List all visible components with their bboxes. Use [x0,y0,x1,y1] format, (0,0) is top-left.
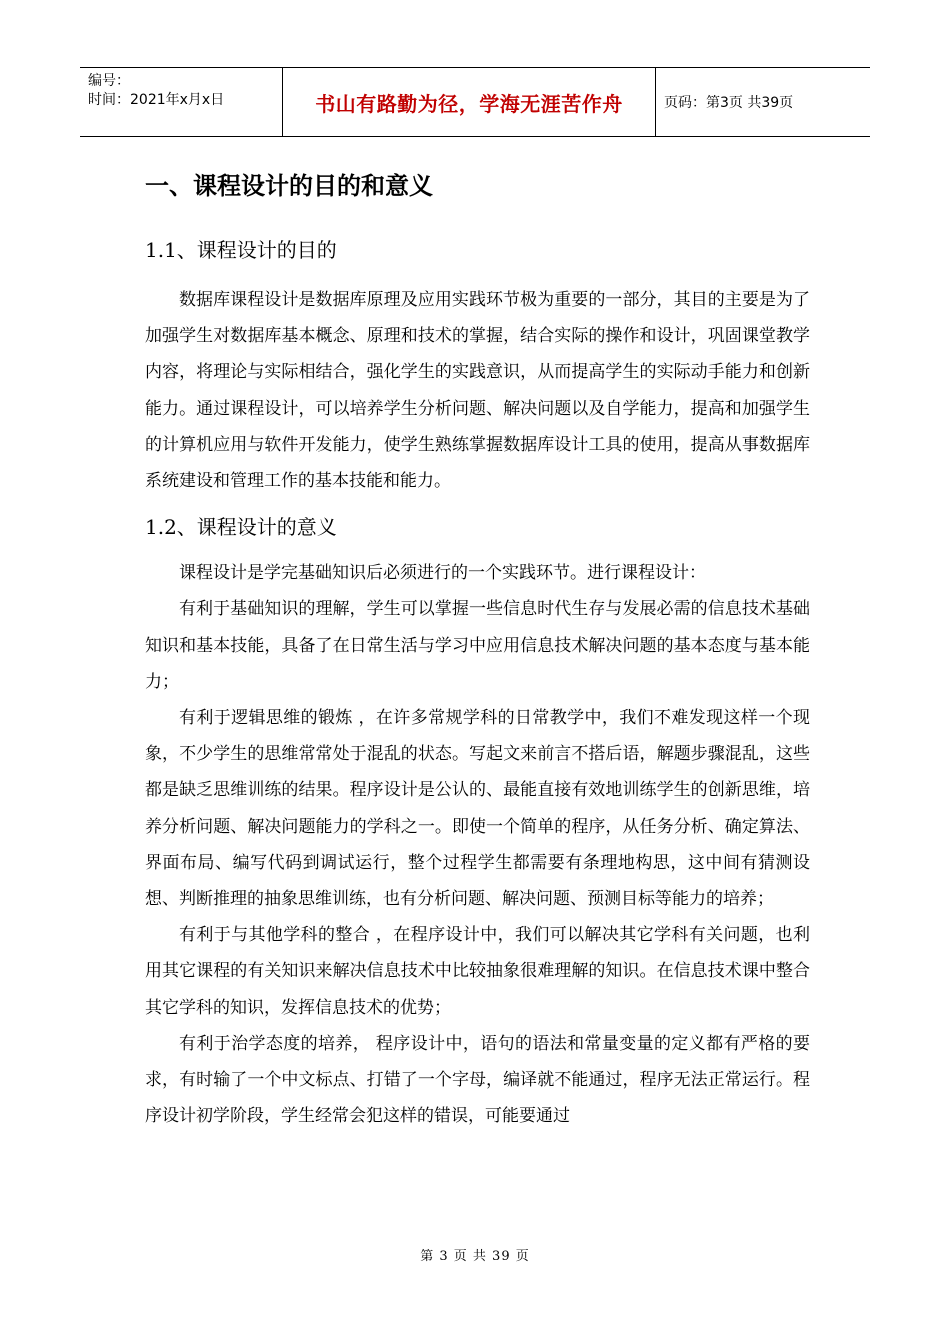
paragraph: 有利于逻辑思维的锻炼 ，在许多常规学科的日常教学中，我们不难发现这样一个现象，不少学生的思维常常处于混乱的状态。写起文来前言不搭后语，解题步骤混乱，这些都是缺乏思维训练的结果。程序设计是公认的、最能直接有效地训练学生的创新思维，培养分析问题、解决问题能力的学科之一。即使一个简单的程序，从任务分析、确定算法、界面布局、编写代码到调试运行，整个过程学生都需要有条理地构思，这中间有猜测设想、判断推理的抽象思维训练，也有分析问题、解决问题、预测目标等能力的培养； [145,708,810,910]
header-motto: 书山有路勤为径，学海无涯苦作舟 [282,68,656,136]
paragraph: 数据库课程设计是数据库原理及应用实践环节极为重要的一部分，其目的主要是为了加强学生对数据库基本概念、原理和技术的掌握，结合实际的操作和设计，巩固课堂教学内容，将理论与实际相结合，强化学生的实践意识，从而提高学生的实际动手能力和创新能力。通过课程设计，可以培养学生分析问题、解决问题以及自学能力，提高和加强学生的计算机应用与软件开发能力，使学生熟练掌握数据库设计工具的使用，提高从事数据库系统建设和管理工作的基本技能和能力。 [145,290,810,492]
header-meta [80,68,282,136]
section-title: 一、课程设计的目的和意义 [145,172,433,200]
page-footer: 第 3 页 共 39 页 [420,1249,530,1264]
paragraph: 有利于治学态度的培养， 程序设计中，语句的语法和常量变量的定义都有严格的要求，有时输了一个中文标点、打错了一个字母，编译就不能通过，程序无法正常运行。程序设计初学阶段，学生经常会犯这样的错误，可能要通过 [145,1033,810,1127]
time-label: 时间：2021年x月x日 [88,92,225,108]
page-header [80,67,870,137]
paragraph: 有利于与其他学科的整合 ，在程序设计中，我们可以解决其它学科有关问题，也利用其它课程的有关知识来解决信息技术中比较抽象很难理解的知识。在信息技术课中整合其它学科的知识，发挥信息技术的优势； [145,925,810,1018]
header-page-info: 页码：第3页 共39页 [664,95,794,111]
paragraph: 有利于基础知识的理解，学生可以掌握一些信息时代生存与发展必需的信息技术基础知识和基本技能，具备了在日常生活与学习中应用信息技术解决问题的基本态度与基本能力； [145,599,810,692]
document-body [145,160,810,1134]
number-label: 编号： [88,73,130,89]
subsection-title-purpose: 1.1、课程设计的目的 [145,238,337,262]
subsection-title-significance: 1.2、课程设计的意义 [145,515,337,540]
paragraph: 课程设计是学完基础知识后必须进行的一个实践环节。进行课程设计： [179,563,706,584]
